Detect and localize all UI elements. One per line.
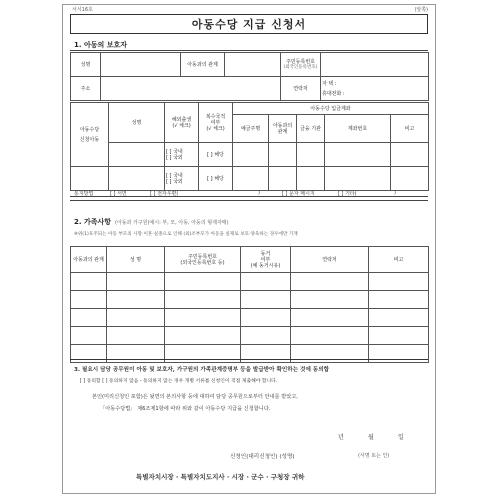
child-col-abroad	[165, 103, 199, 143]
form-side-label: (앞쪽)	[414, 7, 428, 13]
child-col-multi-line1: 복수국적	[205, 113, 226, 120]
notice-option-email-close: )	[258, 190, 260, 196]
child-row2-name[interactable]	[109, 167, 165, 191]
guardian-contact-field[interactable]	[321, 77, 429, 101]
family-cell[interactable]	[241, 309, 291, 327]
guardian-rrn-label-main: 주민등록번호	[286, 58, 315, 65]
guardian-relation-label: 아동과의 관계	[181, 53, 225, 77]
family-cell[interactable]	[291, 309, 369, 327]
family-cell[interactable]	[71, 309, 107, 327]
date-year-label: 년	[338, 434, 344, 441]
document-title: 아동수당 지급 신청서	[70, 14, 428, 34]
account-col-relation: 아동과의 관계	[269, 115, 297, 143]
family-cell[interactable]	[241, 327, 291, 345]
family-col-rrn-line2: (외국인등록번호 등)	[180, 259, 225, 266]
family-cell[interactable]	[241, 273, 291, 291]
notice-option-email[interactable]: [ ] 전자우편(	[150, 191, 179, 197]
guardian-rrn-label-sub: (외국인등록번호)	[283, 64, 318, 70]
family-cell[interactable]	[291, 291, 369, 309]
form-number: 서식16호	[72, 7, 93, 13]
child-row2-account[interactable]	[325, 167, 391, 191]
family-col-cohabit-line3: (예 동거시유)	[250, 262, 281, 269]
child-col-name: 성명	[109, 103, 165, 143]
notice-option-mail[interactable]: [ ] 서면	[110, 191, 127, 197]
account-col-remarks: 비고	[391, 115, 429, 143]
notice-option-other[interactable]: [ ] 기타(	[338, 191, 357, 197]
family-cell[interactable]	[71, 273, 107, 291]
child-table	[70, 102, 429, 191]
child-col-abroad-line2: (√ 체크)	[172, 122, 191, 129]
family-cell[interactable]	[165, 291, 241, 309]
addressee: 특별자치시장 · 특별자치도지사 · 시장 · 군수 · 구청장 귀하	[136, 473, 305, 481]
guardian-relation-field[interactable]	[225, 53, 281, 77]
child-row2-abroad-overseas[interactable]: [ ] 국외	[166, 178, 183, 185]
notice-option-sms[interactable]: [ ] 문자 메시지	[282, 191, 315, 197]
guardian-name-field[interactable]	[101, 53, 181, 77]
family-col-remarks: 비고	[369, 247, 429, 273]
child-col-multi-line3: (√ 체크)	[206, 125, 225, 132]
statement-line1: 본인(미리신청인 포함)은 뒷면의 본의사항 등에 대하여 담당 공무원으로부터 안내를 받았고,	[92, 394, 298, 400]
statement-line2: 「아동수당법」 제6조제1항에 따라 위와 같이 아동수당 지급을 신청합니다.	[100, 406, 271, 412]
child-row1-remarks[interactable]	[391, 143, 429, 167]
family-cell[interactable]	[241, 291, 291, 309]
child-row2-bank[interactable]	[297, 167, 325, 191]
family-col-cohabit-line1: 동거	[260, 250, 271, 257]
family-cell[interactable]	[291, 327, 369, 345]
child-row1-abroad-domestic[interactable]: [ ] 국내	[166, 148, 183, 155]
family-cell[interactable]	[107, 327, 165, 345]
notice-label: 통지방법	[74, 191, 94, 197]
guardian-rrn-field[interactable]	[321, 53, 429, 77]
section2-title: 2. 가족사항	[74, 218, 112, 226]
child-row1-multi[interactable]: [ ] 해당	[199, 143, 233, 167]
family-cell[interactable]	[291, 273, 369, 291]
family-col-relation: 아동과의 관계	[71, 247, 107, 273]
family-col-rrn-line1: 주민등록번호	[188, 253, 217, 260]
child-row2-abroad	[165, 167, 199, 191]
applicant-label: 신청인(대리신청인) (성명)	[230, 454, 295, 460]
section1-title: 1. 아동의 보호자	[74, 41, 127, 49]
child-block-label-line2: 신청아동	[79, 136, 100, 143]
child-col-abroad-line1: 해외출생	[171, 116, 192, 123]
family-cell[interactable]	[71, 327, 107, 345]
child-row1-account[interactable]	[325, 143, 391, 167]
family-col-contact: 연락처	[291, 247, 369, 273]
family-table	[70, 246, 429, 363]
date-month-label: 월	[368, 434, 374, 441]
family-cell[interactable]	[107, 273, 165, 291]
section3-top-line	[70, 359, 428, 360]
account-col-bank: 금융 기관	[297, 115, 325, 143]
account-col-number: 계좌번호	[325, 115, 391, 143]
family-cell[interactable]	[165, 327, 241, 345]
child-row1-relation[interactable]	[269, 143, 297, 167]
child-row1-bank[interactable]	[297, 143, 325, 167]
family-cell[interactable]	[107, 291, 165, 309]
child-block-label-line1: 아동수당	[79, 126, 100, 133]
child-block-label	[71, 103, 109, 167]
account-col-holder: 예금주명	[233, 115, 269, 143]
family-col-name: 성 명	[107, 247, 165, 273]
section1-divider	[70, 50, 428, 51]
child-row2-holder[interactable]	[233, 167, 269, 191]
section2-title-row	[74, 217, 229, 227]
child-row2-multi[interactable]: [ ] 해당	[199, 167, 233, 191]
date-day-label: 일	[398, 434, 404, 441]
family-cell[interactable]	[369, 309, 429, 327]
guardian-address-field[interactable]	[101, 77, 281, 101]
family-col-rrn	[165, 247, 241, 273]
child-col-multi	[199, 103, 233, 143]
applicant-sign-label[interactable]: (서명 또는 인)	[358, 453, 390, 459]
family-cell[interactable]	[71, 291, 107, 309]
family-cell[interactable]	[165, 309, 241, 327]
section3-title: 3. 필요시 담당 공무원이 아동 및 보호자, 가구원의 가족관계증명부 등을 발급받아 확인하는 것에 동의합	[74, 367, 330, 373]
child-block-spacer	[71, 167, 109, 191]
family-cell[interactable]	[107, 309, 165, 327]
child-row1-abroad	[165, 143, 199, 167]
notice-bottom-line	[70, 200, 428, 201]
family-col-cohabit-line2: 여부	[260, 256, 271, 263]
family-cell[interactable]	[369, 327, 429, 345]
notice-option-other-close: )	[394, 190, 396, 196]
child-row2-remarks[interactable]	[391, 167, 429, 191]
child-row1-abroad-overseas[interactable]: [ ] 국외	[166, 154, 183, 161]
consent-options[interactable]: [ ] 동의함 [ ] 동의하지 않음 - 동의하지 않는 경우 개별 서류를 신청인이 직접 제출해야 합니다.	[80, 379, 278, 384]
guardian-contact-label: 연락처	[281, 77, 321, 101]
child-col-multi-line2: 여부	[210, 119, 221, 126]
section2-title-sub: (아동과 가구원(예시: 부, 모, 아동, 아동의 형제자매)	[114, 220, 229, 226]
guardian-table	[70, 52, 429, 101]
guardian-rrn-label	[281, 53, 321, 77]
family-col-cohabit	[241, 247, 291, 273]
guardian-mobile-label: 휴대전화 :	[322, 90, 345, 97]
child-row1-holder[interactable]	[233, 143, 269, 167]
guardian-name-label: 성명	[71, 53, 101, 77]
guardian-home-label: 자 택 :	[322, 80, 337, 87]
child-row2-abroad-domestic[interactable]: [ ] 국내	[166, 172, 183, 179]
family-cell[interactable]	[369, 273, 429, 291]
account-header: 아동수당 입금계좌	[233, 103, 429, 115]
section2-note: ※위(1)호주되는 아동 부모의 사망·이혼·실종으로 인해 (외)조부모가 아동을 실제로 보호·양육하는 경우에만 기재	[74, 232, 298, 237]
family-cell[interactable]	[369, 291, 429, 309]
child-row1-name[interactable]	[109, 143, 165, 167]
family-cell[interactable]	[165, 273, 241, 291]
child-row2-relation[interactable]	[269, 167, 297, 191]
guardian-address-label: 주소	[71, 77, 101, 101]
